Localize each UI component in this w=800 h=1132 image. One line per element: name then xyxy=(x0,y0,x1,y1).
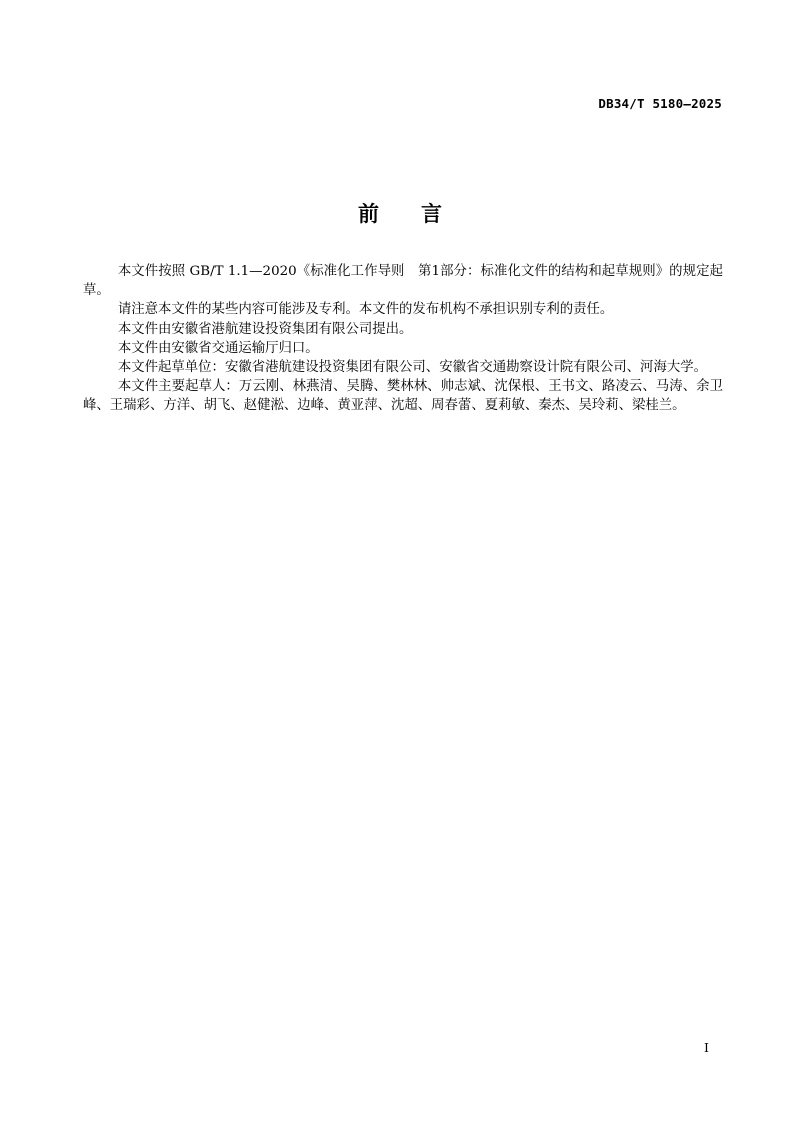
paragraph-drafting-rules: 本文件按照 GB/T 1.1—2020《标准化工作导则 第1部分：标准化文件的结构和起草规则》的规定起草。 xyxy=(83,264,723,299)
standard-code: DB34/T 5180—2025 xyxy=(598,96,722,111)
page-title: 前言 xyxy=(358,202,484,226)
foreword-body xyxy=(83,262,723,416)
paragraph-patent-notice: 请注意本文件的某些内容可能涉及专利。本文件的发布机构不承担识别专利的责任。 xyxy=(117,302,614,318)
page-number: I xyxy=(704,1040,709,1055)
paragraph-drafting-organizations: 本文件起草单位：安徽省港航建设投资集团有限公司、安徽省交通勘察设计院有限公司、河海大学。 xyxy=(117,360,708,376)
paragraph-proposer: 本文件由安徽省港航建设投资集团有限公司提出。 xyxy=(117,321,413,337)
paragraph-responsible-authority: 本文件由安徽省交通运输厅归口。 xyxy=(117,340,319,356)
paragraph-main-drafters: 本文件主要起草人：万云刚、林燕清、吴腾、樊林林、帅志斌、沈保根、王书文、路凌云、马涛、余卫峰、王瑞彩、方洋、胡飞、赵健淞、边峰、黄亚萍、沈超、周春蕾、夏莉敏、秦杰、吴玲莉、梁桂兰。 xyxy=(83,379,723,414)
